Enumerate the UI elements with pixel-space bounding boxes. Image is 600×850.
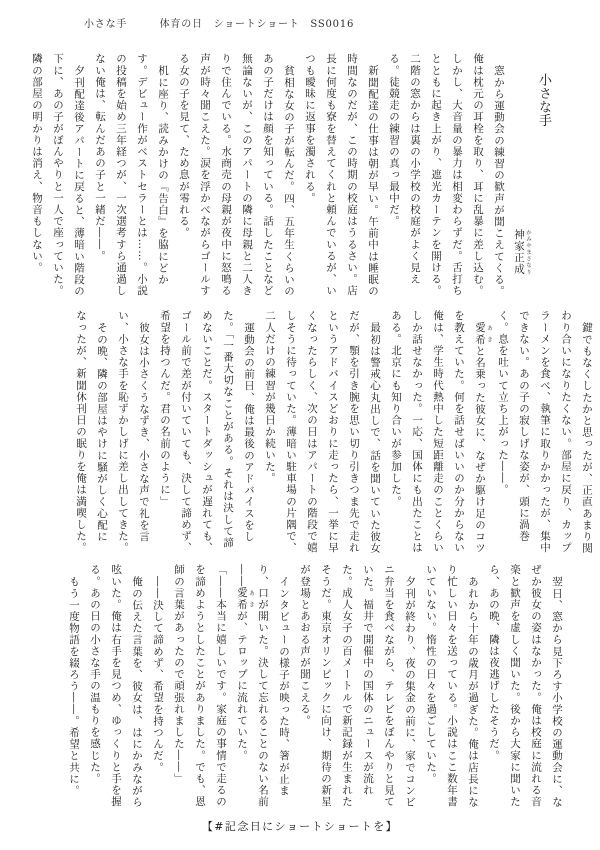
story-paragraph: もう一度物語を綴ろう――。希望と共に。 [68,575,80,796]
story-paragraph: 運動会の前日、俺は最後のアドバイスをした。「一番大切なことがある。それは決して諦めないことだ。スタートダッシュが遅れても、ゴール前で差が付いていても、決して諦めず、希望を持つんだ。君の名前のように」 [159,310,255,554]
story-paragraph: 新聞配達の仕事は朝が早い。午前中は睡眠の時間なのだが、この時期の校庭はうるさい。店長に何度も寮を替えてくれと頼んでいるが、いつも曖昧に返事を濁される。 [304,53,379,297]
story-title: 小さな手 [536,73,551,127]
page-footer-hashtag: 【#記念日にショートショートを】 [201,820,399,833]
story-paragraph: あれから十年の歳月が過ぎた。俺は店長になり忙しい日々を送っている。小説はここ数年書いていない。惰性の日々を過ごしていた。 [425,564,479,808]
story-paragraph: 翌日、窓から見下ろす小学校の運動会に、なぜか彼女の姿はなかった。俺は校庭に流れる音楽と歓声を虚しく聞いた。後から大家に聞いたら、あの晩、隣は夜逃げしたそうだ。 [488,564,563,808]
story-paragraph: インタビューの様子が映った時、箸が止まり、口が開いた。決して忘れることのない名前――愛希 あきが、テロップに流れていた。 [236,564,290,808]
story-text-block-1 [26,53,509,297]
story-paragraph: 窓から運動会の練習の歓声が聞こえてくる。俺は枕元の耳栓を取り、耳に乱暴に差し込む。しかし、大音量の暴力は相変わらずだ。舌打ちとともに起き上がり、遮光カーテンを開ける。二階の窓からは裏の小学校の校庭がよく見える。徒競走の練習の真っ最中だ。 [388,53,505,297]
story-paragraph: 彼女は小さくうなずき、小さな声で礼を言い、小さな手を恥ずかしげに差し出してきた。 [117,310,150,554]
story-paragraph: 鍵でもなくしたかと思ったが、正直あまり関わり合いになりたくない。部屋に戻り、カップラーメンを食べ、執筆に取りかかったが、集中できない。あの子の寂しげな姿が、頭に渦巻く。息を吐いて立ち上がった――。 [497,310,593,554]
story-paragraph: 貧相な女の子が転んだ。四、五年生くらいのあの子だけは顔を知っている。話したことなど無論ないが、このアパートの隣に母親と二人きりで住んでいる。水商売の母親が夜中に怒鳴る声が時々聞こえた。涙を浮かべながらゴールする女の子を見て、ため息が零れる。 [178,53,295,297]
story-band-1 [31,53,555,297]
story-text-block-2 [70,310,597,554]
story-paragraph: 「――本当に嬉しいです。家庭の事情で走るのを諦めようとしたことがありました。でも、恩師の言葉があったので頑張れました――」 [173,564,227,808]
author-name: 神家正成 かみやまさなり [513,229,531,275]
story-paragraph: その晩、隣の部屋はやけに騒がしく心配になったが、新聞休刊日の眠りを俺は満喫した。 [75,310,108,554]
story-paragraph: 夕刊が終わり、夜の集金の前に、家でコンビニ弁当を食べながら、テレビをぼんやりと見ていた。福井で開催中の国体のニュースが流れた。成人女子の百メートルで新記録が生まれたそうだ。東京オリンピックに向け、期待の新星が登場とあおる声が聞こえる。 [299,564,416,808]
story-paragraph: 俺の伝えた言葉を、彼女は、はにかみながら呟いた。俺は右手を見つめ、ゆっくりと手を握る。あの日の小さな手の温もりを感じた。 [89,564,143,808]
story-paragraph: ――決して諦めず、希望を持つんだ。 [152,575,164,773]
story-paragraph: 机に座り、読みかけの『告白』を脇にどかす。デビュー作がベストセラーとは……。小説の投稿を始め三年経つが、一次選考すら通過しない俺は、転んだあの子と一緒だ――。 [94,53,169,297]
story-paragraph: 夕刊配達後アパートに戻ると、薄暗い階段の下に、あの子がぼんやりと一人で座っていた。隣の部屋の明かりは消え、物音もしない。 [31,53,85,297]
story-band-3 [35,564,567,808]
title-block [509,53,555,297]
story-text-block-3 [63,564,567,808]
story-paragraph: 最初は警戒心丸出しで、話を聞いていた彼女だが、顎を引き腕を思い切り引きつま先で走れというアドバイスどおりに走ったら、一挙に早くなったらしく、次の日はアパートの階段で嬉しそうに待っていた。薄暗い駐車場の片隅で、二人だけの練習が幾日か続いた。 [264,310,381,554]
story-band-2 [35,310,597,554]
story-paragraph: 愛希 あきと名乗った彼女に、なぜか駆け足のコツを教えていた。何を話せばいいのか分からない俺は、学生時代熱中した短距離走のことくらいしか話せなかった。一応、国体にも出たことはある。北京にも知り合いが参加した。 [390,310,492,554]
page-header: 小さな手 体育の日 ショートショート SS0016 [84,19,355,30]
